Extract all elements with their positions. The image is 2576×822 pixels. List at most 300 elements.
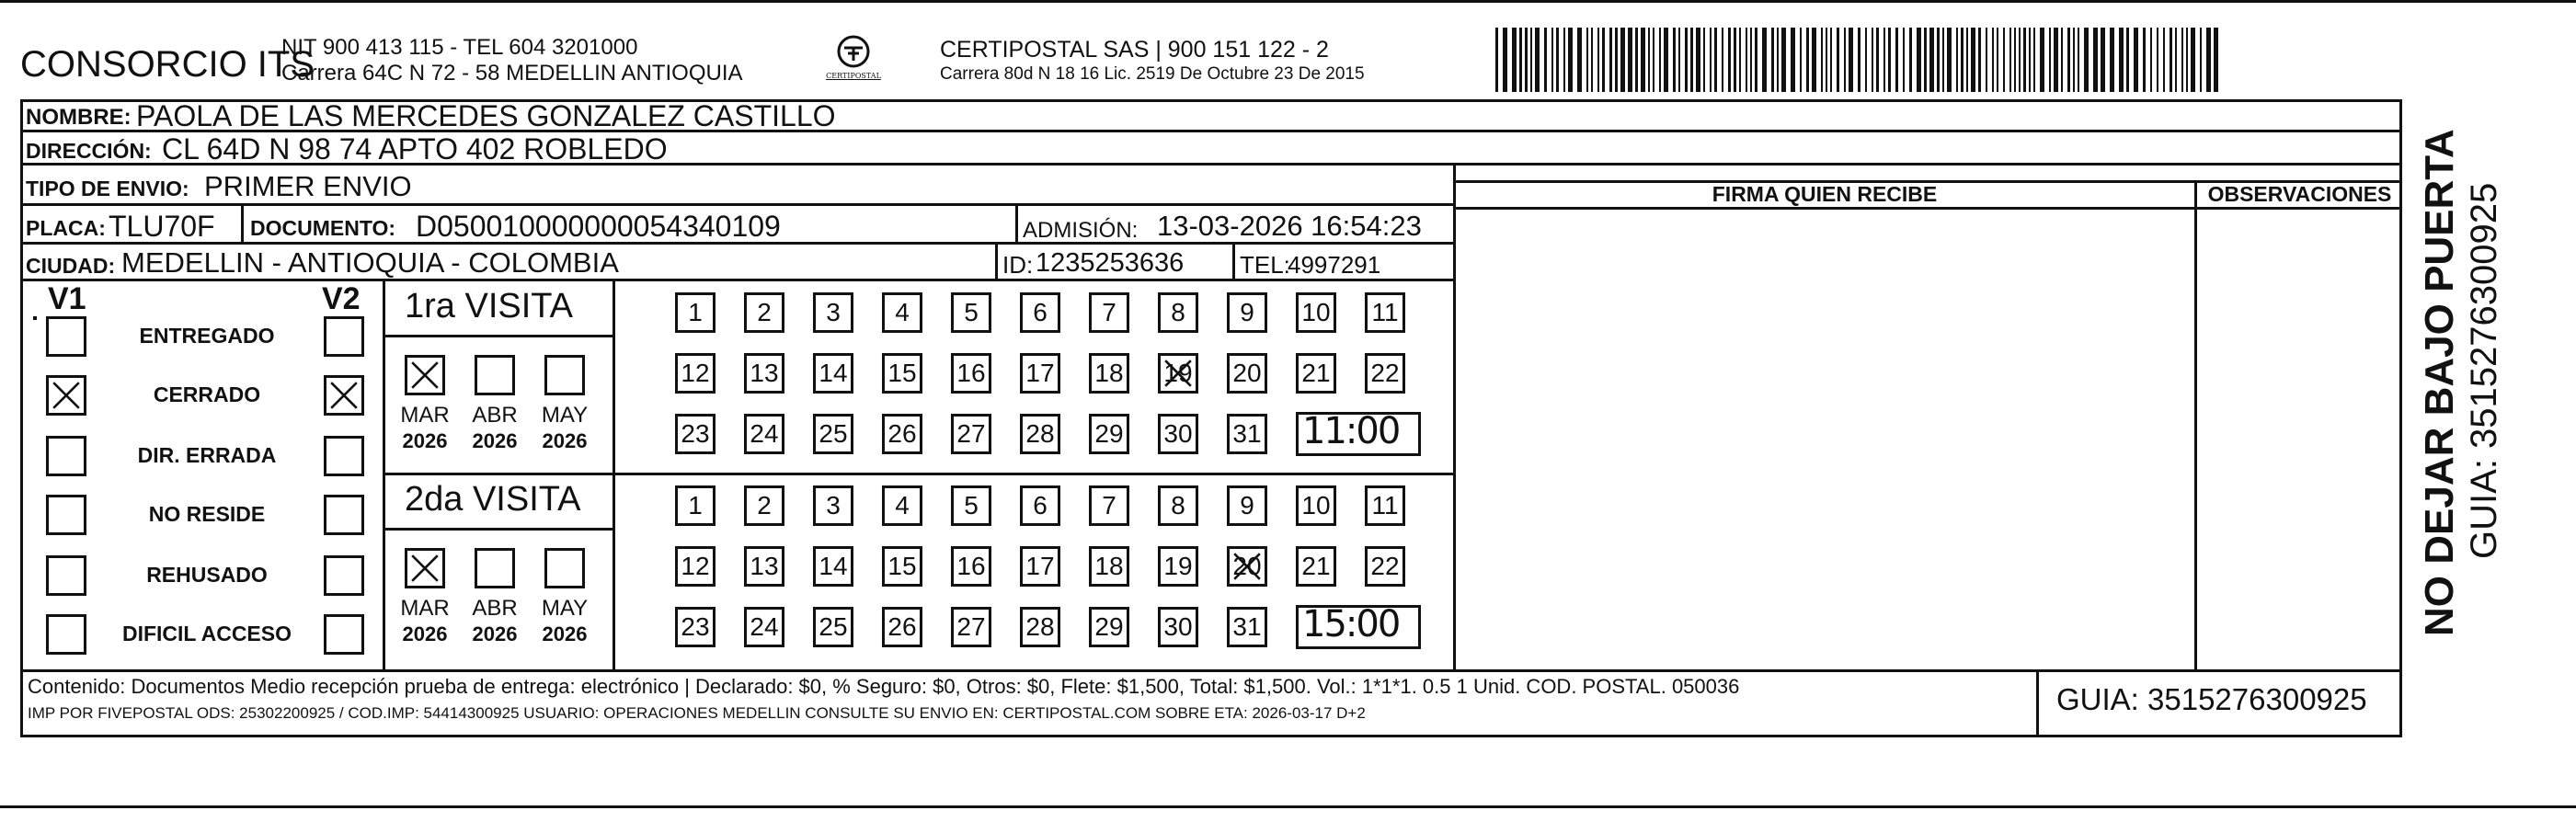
month-checkbox[interactable] [405,355,445,395]
day-number: 26 [887,612,917,641]
day-number: 27 [956,419,986,448]
day-box[interactable] [1227,414,1267,454]
day-number: 28 [1025,612,1055,641]
barcode-bar [1535,28,1540,92]
day-box[interactable] [744,353,784,394]
barcode-bar [1961,28,1963,92]
day-number: 26 [887,419,917,448]
v2-checkbox[interactable] [324,555,364,596]
barcode-bar [1924,28,1927,92]
day-box[interactable] [744,607,784,647]
day-box[interactable] [1158,546,1198,587]
top-edge-line [0,0,2576,3]
day-number: 13 [750,552,779,580]
day-number: 23 [681,612,710,641]
month-checkbox[interactable] [544,355,585,395]
day-box[interactable] [951,546,991,587]
day-box[interactable] [1227,485,1267,526]
documento-value: D050010000000054340109 [416,210,781,243]
day-box[interactable] [744,546,784,587]
day-number: 21 [1301,552,1331,580]
month-name: ABR [472,403,518,428]
visit-title: 2da VISITA [405,480,581,519]
day-box[interactable] [1089,485,1129,526]
ciudad-value: MEDELLIN - ANTIOQUIA - COLOMBIA [121,246,619,279]
barcode-bar [2175,28,2177,92]
day-box[interactable] [1227,607,1267,647]
barcode-bar [2157,28,2158,92]
barcode-bar [1947,28,1952,92]
barcode-bar [1929,28,1934,92]
day-box[interactable] [1020,607,1060,647]
barcode-bar [1746,28,1747,92]
footer-guia: GUIA: 3515276300925 [2056,682,2367,716]
placa-label: PLACA: [26,216,106,240]
day-number: 21 [1301,359,1331,387]
ciudad-label: CIUDAD: [26,254,116,278]
day-cross-mark [1230,549,1265,584]
month-name: ABR [472,596,518,621]
day-box[interactable] [951,353,991,394]
day-box[interactable] [1020,353,1060,394]
day-box[interactable] [675,292,716,333]
day-box[interactable] [882,414,922,454]
day-number: 2 [757,491,772,519]
day-box[interactable] [1365,353,1405,394]
day-cross-mark [1161,356,1196,391]
day-box[interactable] [1227,353,1267,394]
day-number: 6 [1033,491,1048,519]
handwritten-time: 15:00 [1302,603,1400,645]
admision-divider [1015,206,1018,245]
barcode-bar [2084,28,2089,92]
direccion-label: DIRECCIÓN: [26,139,152,163]
barcode-bar [2023,28,2026,92]
barcode-bar [2019,28,2021,92]
barcode [1495,28,2222,92]
v2-checkbox[interactable] [324,375,364,416]
barcode-bar [1942,28,1944,92]
barcode-bar [1837,28,1839,92]
v1-checkbox[interactable] [46,614,86,655]
day-number: 1 [688,298,703,326]
month-name: MAY [541,403,589,428]
day-box[interactable] [675,485,716,526]
placa-value: TLU70F [109,210,215,243]
barcode-bar [2014,28,2016,92]
day-number: 25 [819,612,848,641]
day-number: 3 [826,298,841,326]
footer-guia-divider [2036,669,2039,737]
bottom-edge-line [0,805,2576,808]
barcode-bar [1648,28,1650,92]
tel-divider [1232,245,1235,281]
day-box[interactable] [951,485,991,526]
barcode-bar [1777,28,1779,92]
day-box[interactable] [1365,292,1405,333]
id-label: ID: [1002,251,1034,279]
day-box[interactable] [813,353,853,394]
barcode-bar [1586,28,1588,92]
visit-title: 1ra VISITA [405,287,574,325]
barcode-bar [1591,28,1593,92]
month-year: 2026 [472,622,518,645]
visit-title-underline [383,528,613,531]
month-checkbox[interactable] [544,548,585,588]
barcode-bar [2049,28,2051,92]
status-option-label: DIR. ERRADA [137,443,277,467]
barcode-bar [1710,28,1712,92]
day-box[interactable] [675,546,716,587]
v1-checkbox[interactable] [46,436,86,476]
barcode-bar [1791,28,1795,92]
day-box[interactable] [1158,353,1198,394]
day-box[interactable] [813,485,853,526]
barcode-bar [2170,28,2172,92]
barcode-bar [1781,28,1786,92]
barcode-bar [1664,28,1668,92]
day-box[interactable] [1227,546,1267,587]
barcode-bar [1673,28,1676,92]
day-number: 4 [895,491,910,519]
month-year: 2026 [402,429,448,452]
day-box[interactable] [1158,292,1198,333]
barcode-bar [1653,28,1654,92]
visit-month-divider [613,474,615,669]
day-number: 18 [1094,552,1124,580]
day-number: 7 [1102,298,1116,326]
day-box[interactable] [1296,485,1336,526]
logo-lettering: CERTIPOSTAL [826,72,881,80]
barcode-bar [1722,28,1723,92]
day-number: 10 [1301,491,1331,519]
v2-label: V2 [322,281,361,316]
status-option-label: ENTREGADO [139,324,275,348]
day-number: 9 [1240,298,1254,326]
barcode-bar [1620,28,1625,92]
month-year: 2026 [402,622,448,645]
carrier-name: CERTIPOSTAL SAS | 900 151 122 - 2 [940,37,1329,63]
day-box[interactable] [1020,485,1060,526]
month-checkbox[interactable] [475,355,515,395]
status-option-label: NO RESIDE [148,502,266,526]
day-number: 16 [956,359,986,387]
day-number: 30 [1163,612,1193,641]
day-box[interactable] [675,607,716,647]
day-number: 5 [964,298,979,326]
day-box[interactable] [1089,353,1129,394]
barcode-bar [1602,28,1605,92]
barcode-bar [2214,28,2218,92]
barcode-bar [1728,28,1731,92]
barcode-bar [1849,28,1853,92]
day-box[interactable] [1089,607,1129,647]
barcode-bar [1519,28,1522,92]
barcode-bar [1909,28,1912,92]
day-box[interactable] [675,414,716,454]
barcode-bar [2191,28,2195,92]
status-option-label: DIFICIL ACCESO [121,622,292,645]
barcode-bar [1750,28,1752,92]
visit-title-underline [383,335,613,337]
day-box[interactable] [1227,292,1267,333]
day-number: 15 [887,359,917,387]
day-number: 30 [1163,419,1193,448]
side-warning: NO DEJAR BAJO PUERTA [2417,129,2462,636]
barcode-bar [1544,28,1547,92]
v1-label: V1 [48,281,86,316]
month-year: 2026 [542,622,588,645]
barcode-bar [1641,28,1645,92]
barcode-bar [2067,28,2070,92]
side-guia: GUIA: 3515276300925 [2464,182,2504,559]
v1-checkbox[interactable] [46,495,86,535]
v2-checkbox[interactable] [324,495,364,535]
day-box[interactable] [951,292,991,333]
barcode-bar [2181,28,2183,92]
day-number: 31 [1232,419,1262,448]
day-box[interactable] [882,546,922,587]
barcode-bar [1903,28,1905,92]
day-box[interactable] [882,607,922,647]
day-box[interactable] [1158,607,1198,647]
barcode-bar [1812,28,1816,92]
id-divider [995,245,998,281]
day-box[interactable] [951,414,991,454]
day-box[interactable] [1296,353,1336,394]
barcode-bar [1568,28,1573,92]
footer-content: Contenido: Documentos Medio recepción prueba de entrega: electrónico | Declarado: $0, % Seguro: $0, Otros: $0, Flete: $1,500, Total: $1,500. Vol.: 1*1*1. 0.5 1 Unid. COD. POSTAL. 050036 [28,675,1740,698]
v1-checkbox[interactable] [46,555,86,596]
barcode-bar [1696,28,1700,92]
id-value: 1235253636 [1036,248,1185,278]
barcode-bar [1865,28,1867,92]
barcode-bar [2200,28,2202,92]
footer-imp: IMP POR FIVEPOSTAL ODS: 25302200925 / COD.IMP: 54414300925 USUARIO: OPERACIONES MEDELLIN CONSULTE SU ENVIO EN: CERTIPOSTAL.COM SOBRE ETA: 2026-03-17 D+2 [28,704,1366,722]
day-box[interactable] [1020,292,1060,333]
day-number: 22 [1370,552,1400,580]
day-number: 13 [750,359,779,387]
barcode-bar [1678,28,1680,92]
day-number: 3 [826,491,841,519]
month-checkbox[interactable] [475,548,515,588]
visit-month-divider [613,281,615,473]
barcode-bar [1525,28,1528,92]
barcode-bar [2143,28,2146,92]
company-nit: NIT 900 413 115 - TEL 604 3201000 [281,35,638,60]
barcode-bar [1937,28,1940,92]
day-number: 22 [1370,359,1400,387]
barcode-bar [1830,28,1832,92]
barcode-bar [1609,28,1612,92]
barcode-bar [1685,28,1688,92]
day-number: 20 [1232,359,1262,387]
day-number: 11 [1371,491,1399,519]
day-box[interactable] [813,414,853,454]
day-box[interactable] [813,607,853,647]
day-number: 8 [1171,298,1185,326]
day-box[interactable] [1158,485,1198,526]
day-box[interactable] [675,353,716,394]
day-box[interactable] [951,607,991,647]
month-name: MAY [541,596,589,621]
footer-row [20,669,2402,672]
barcode-bar [1597,28,1599,92]
barcode-bar [2110,28,2114,92]
barcode-bar [1635,28,1638,92]
day-box[interactable] [1365,546,1405,587]
day-box[interactable] [1089,292,1129,333]
day-number: 28 [1025,419,1055,448]
day-number: 20 [1232,552,1262,580]
day-box[interactable] [1158,414,1198,454]
barcode-bar [1888,28,1891,92]
day-number: 14 [819,359,848,387]
nombre-label: NOMBRE: [26,105,132,130]
barcode-bar [1495,28,1498,92]
v2-checkbox[interactable] [324,436,364,476]
barcode-bar [2163,28,2165,92]
certipostal-logo [817,33,890,88]
company-address: Carrera 64C N 72 - 58 MEDELLIN ANTIOQUIA [281,61,743,86]
status-option-label: REHUSADO [146,563,268,587]
barcode-bar [2093,28,2098,92]
day-box[interactable] [882,353,922,394]
barcode-bar [1883,28,1885,92]
barcode-bar [2009,28,2011,92]
day-box[interactable] [813,546,853,587]
barcode-bar [2003,28,2005,92]
day-box[interactable] [1020,546,1060,587]
direccion-value: CL 64D N 98 74 APTO 402 ROBLEDO [162,132,668,166]
barcode-bar [1966,28,1968,92]
barcode-bar [1771,28,1774,92]
status-option-label: CERRADO [153,382,261,406]
status-block-divider [383,281,385,669]
day-number: 19 [1163,552,1193,580]
tick-mark [33,316,37,320]
day-number: 17 [1025,552,1055,580]
barcode-bar [1956,28,1958,92]
day-number: 29 [1094,419,1124,448]
month-checkbox[interactable] [405,548,445,588]
barcode-bar [1872,28,1873,92]
day-number: 7 [1102,491,1116,519]
barcode-bar [1615,28,1618,92]
barcode-bar [2126,28,2129,92]
day-box[interactable] [1089,546,1129,587]
tipo-value: PRIMER ENVIO [204,170,412,202]
day-box[interactable] [813,292,853,333]
day-box[interactable] [744,485,784,526]
barcode-bar [1734,28,1736,92]
barcode-bar [1628,28,1632,92]
day-number: 29 [1094,612,1124,641]
documento-label: DOCUMENTO: [250,216,396,240]
day-box[interactable] [1089,414,1129,454]
handwritten-time: 11:00 [1302,410,1400,452]
tipo-label: TIPO DE ENVIO: [26,177,189,200]
barcode-bar [1895,28,1898,92]
barcode-bar [1703,28,1705,92]
day-number: 10 [1301,298,1331,326]
day-number: 24 [750,612,779,641]
barcode-bar [1563,28,1565,92]
barcode-bar [1986,28,1987,92]
day-number: 6 [1033,298,1048,326]
month-name: MAR [400,596,450,621]
day-number: 9 [1240,491,1254,519]
barcode-bar [2101,28,2105,92]
barcode-bar [2033,28,2035,92]
placa-divider [241,206,244,245]
v2-checkbox[interactable] [324,316,364,357]
barcode-bar [1556,28,1559,92]
day-box[interactable] [744,292,784,333]
day-box[interactable] [1296,546,1336,587]
month-year: 2026 [472,429,518,452]
barcode-bar [1978,28,1981,92]
day-box[interactable] [1296,292,1336,333]
barcode-bar [1551,28,1553,92]
barcode-bar [1997,28,1998,92]
day-number: 15 [887,552,917,580]
admision-value: 13-03-2026 16:54:23 [1157,210,1422,242]
day-number: 31 [1232,612,1262,641]
barcode-bar [1512,28,1517,92]
day-number: 23 [681,419,710,448]
barcode-bar [1714,28,1717,92]
day-box[interactable] [882,292,922,333]
barcode-bar [2040,28,2044,92]
v1-checkbox[interactable] [46,375,86,416]
carrier-address: Carrera 80d N 18 16 Lic. 2519 De Octubre 23 De 2015 [940,64,1365,84]
obs-divider [2194,180,2197,669]
barcode-bar [1876,28,1879,92]
day-number: 11 [1371,298,1399,326]
barcode-bar [2078,28,2079,92]
v2-checkbox[interactable] [324,614,364,655]
day-box[interactable] [744,414,784,454]
barcode-bar [1739,28,1741,92]
barcode-bar [1821,28,1823,92]
v1-checkbox[interactable] [46,316,86,357]
barcode-bar [1530,28,1532,92]
barcode-bar [2150,28,2152,92]
day-number: 16 [956,552,986,580]
barcode-bar [2073,28,2075,92]
day-box[interactable] [1365,485,1405,526]
day-box[interactable] [1020,414,1060,454]
barcode-bar [2186,28,2188,92]
observaciones-header: OBSERVACIONES [2207,182,2392,206]
day-number: 17 [1025,359,1055,387]
barcode-bar [2061,28,2063,92]
barcode-bar [1826,28,1827,92]
barcode-bar [2119,28,2124,92]
day-number: 12 [681,359,710,387]
day-number: 27 [956,612,986,641]
barcode-bar [1762,28,1767,92]
tel-label: TEL: [1240,251,1290,279]
barcode-bar [2054,28,2058,92]
barcode-bar [1971,28,1975,92]
barcode-bar [1690,28,1693,92]
day-box[interactable] [882,485,922,526]
month-year: 2026 [542,429,588,452]
day-number: 14 [819,552,848,580]
barcode-bar [1577,28,1582,92]
